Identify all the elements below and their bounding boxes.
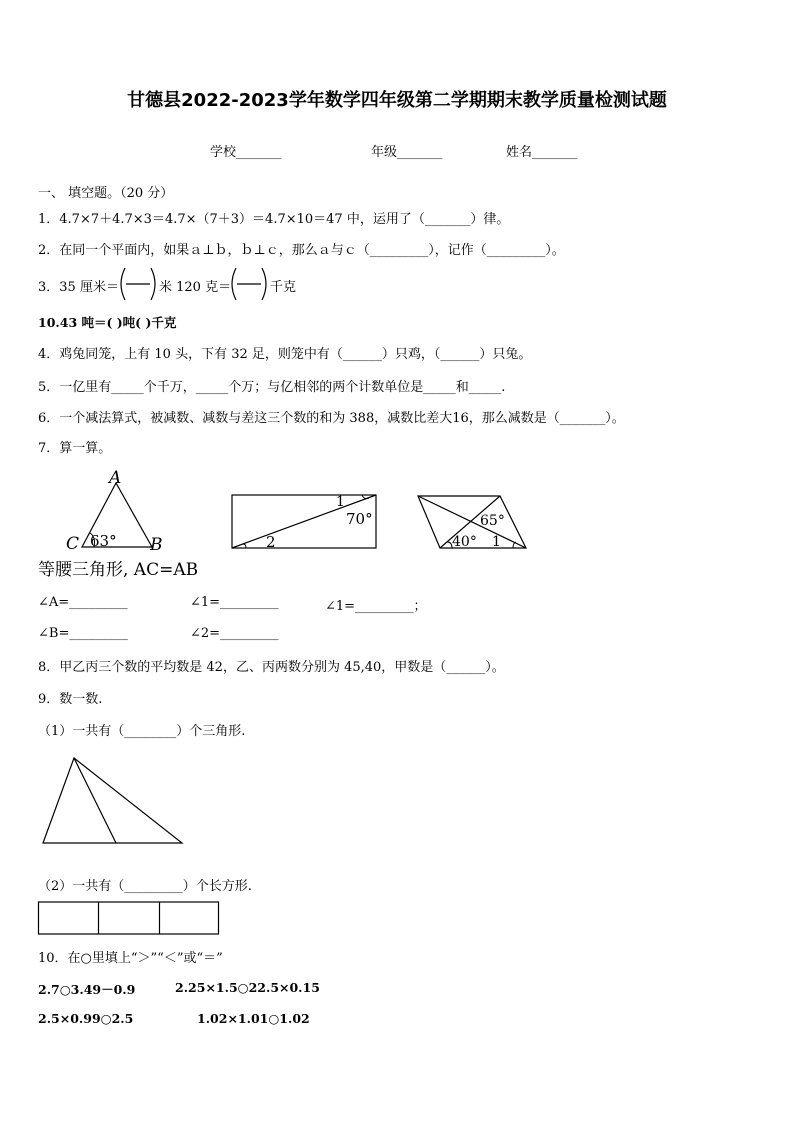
name-field: 姓名_______ <box>506 145 578 160</box>
isosceles-triangle-figure <box>60 467 180 557</box>
question-2: 2．在同一个平面内，如果ａ⊥ｂ，ｂ⊥ｃ，那么ａ与ｃ（_________），记作（_________）。 <box>38 243 565 258</box>
school-field: 学校_______ <box>210 145 282 160</box>
angle-2-label: 2 <box>266 533 276 551</box>
question-4: 4．鸡兔同笼，上有 10 头，下有 32 足，则笼中有（______）只鸡，（______）只兔。 <box>38 347 532 362</box>
compare-row-1a: 2.7○3.49－0.9 <box>38 982 136 997</box>
angle-1-label: 1 <box>336 494 345 510</box>
rectangle-diagonal-figure <box>228 492 380 552</box>
question-10: 10．在○里填上“＞”“＜”或“＝” <box>38 951 223 966</box>
isosceles-note: 等腰三角形, AC=AB <box>38 560 199 580</box>
count-triangles-figure <box>40 755 186 847</box>
compare-row-2b: 1.02×1.01○1.02 <box>197 1011 310 1026</box>
question-9-part1: （1）一共有（________）个三角形. <box>38 724 246 739</box>
question-3b: 10.43 吨＝( )吨( )千克 <box>38 315 177 330</box>
angle-63-label: 63° <box>90 532 117 550</box>
compare-row-2a: 2.5×0.99○2.5 <box>38 1011 134 1026</box>
answer-angle-1-para: ∠1=_________； <box>325 599 427 614</box>
question-8: 8．甲乙丙三个数的平均数是 42，乙、丙两数分别为 45,40，甲数是（______）。 <box>38 660 505 675</box>
fraction-bracket <box>117 266 159 302</box>
compare-row-1b: 2.25×1.5○22.5×0.15 <box>175 980 320 995</box>
answer-angle-2: ∠2=_________ <box>190 626 279 641</box>
angle-70-label: 70° <box>346 510 373 528</box>
question-9: 9．数一数. <box>38 692 103 707</box>
angle-65-label: 65° <box>480 513 505 529</box>
section-heading: 一、 填空题。（20 分） <box>38 186 174 201</box>
answer-angle-a: ∠A=_________ <box>38 595 128 610</box>
question-5: 5．一亿里有_____个千万，_____个万；与亿相邻的两个计数单位是_____和_____. <box>38 380 506 395</box>
question-7: 7．算一算。 <box>38 441 112 456</box>
question-6: 6．一个减法算式，被减数、减数与差这三个数的和为 388，减数比差大16，那么减数是（_______）。 <box>38 411 625 426</box>
vertex-b-label: B <box>150 535 163 555</box>
fraction-bracket <box>228 266 270 302</box>
answer-angle-1-rect: ∠1=_________ <box>190 595 279 610</box>
page-title: 甘德县2022-2023学年数学四年级第二学期期末教学质量检测试题 <box>127 90 667 111</box>
question-3-part3: 千克 <box>270 280 297 295</box>
vertex-c-label: C <box>66 534 80 554</box>
parallelogram-figure <box>414 492 534 552</box>
count-rectangles-figure <box>37 900 221 936</box>
angle-40-label: 40° <box>452 534 477 550</box>
answer-angle-b: ∠B=_________ <box>38 626 128 641</box>
question-1: 1．4.7×7＋4.7×3＝4.7×（7＋3）＝4.7×10＝47 中，运用了（_______）律。 <box>38 212 510 227</box>
question-3-part1: 3．35 厘米＝ <box>38 280 119 295</box>
grade-field: 年级_______ <box>371 145 443 160</box>
vertex-a-label: A <box>109 468 122 488</box>
para-angle-1-label: 1 <box>492 534 501 550</box>
question-9-part2: （2）一共有（_________）个长方形. <box>38 879 252 894</box>
question-3-part2: 米 120 克＝ <box>159 280 232 295</box>
